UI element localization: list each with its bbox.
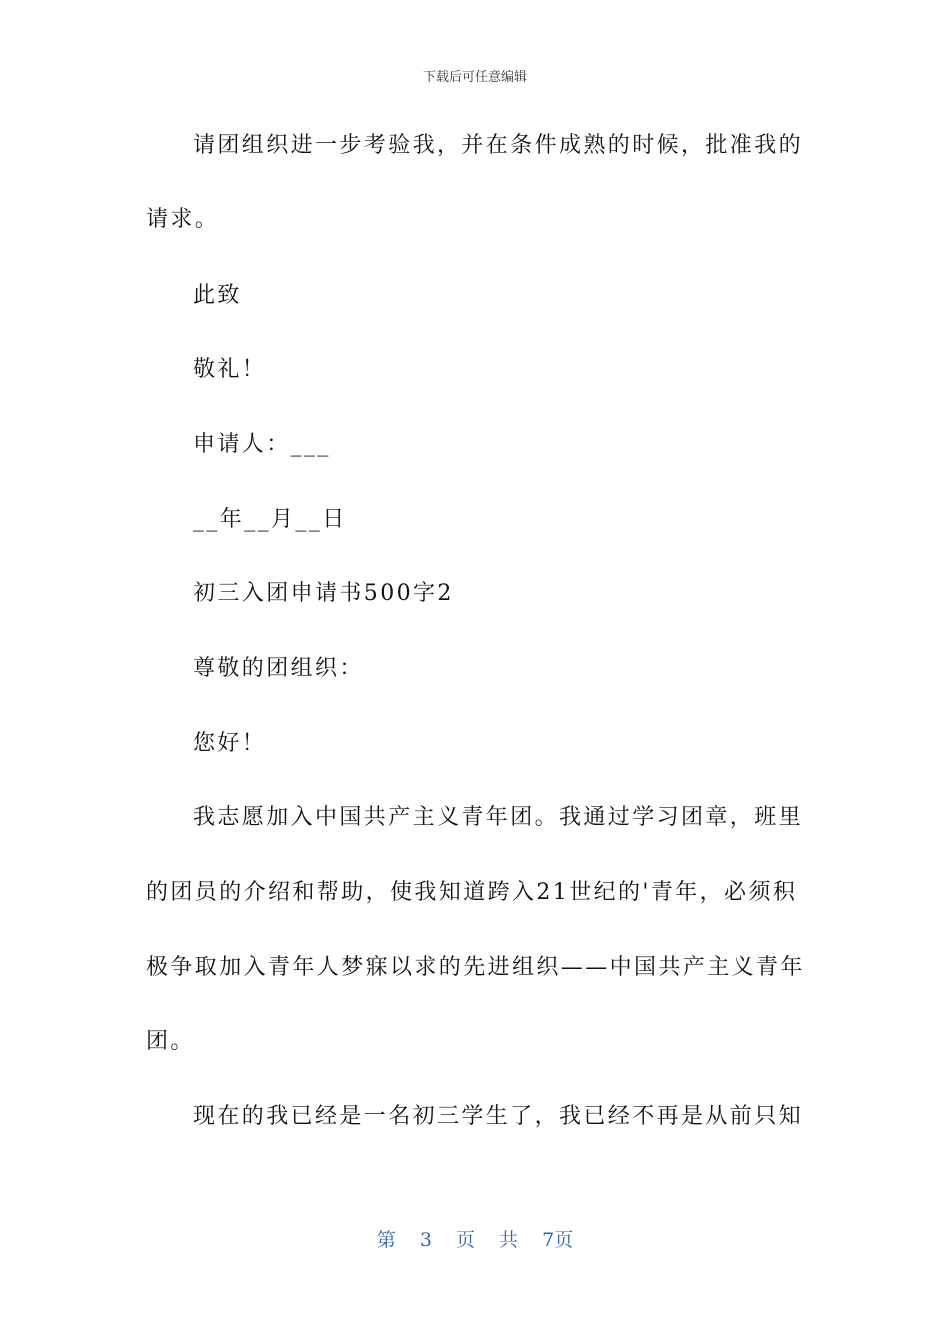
text-line-4: 敬礼！ [193,357,267,382]
footer-total-pages: 7页 [542,1229,574,1251]
text-line-6: __年__月__日 [193,507,347,532]
text-line-9: 您好！ [193,731,267,756]
page-header-note: 下载后可任意编辑 [422,70,527,85]
footer-total-word: 共 [499,1229,519,1251]
footer-page-word: 页 [455,1229,475,1251]
text-line-14: 现在的我已经是一名初三学生了，我已经不再是从前只知 [193,1104,804,1129]
text-line-8: 尊敬的团组织： [193,656,364,681]
text-line-3: 此致 [193,283,242,308]
text-line-2: 请求。 [146,207,220,232]
text-line-11: 的团员的介绍和帮助，使我知道跨入21世纪的'青年，必须积 [146,880,798,905]
footer-current-page: 3 [419,1229,432,1251]
text-line-10: 我志愿加入中国共产主义青年团。我通过学习团章，班里 [193,805,804,830]
text-line-5: 申请人：___ [193,432,331,457]
text-line-1: 请团组织进一步考验我，并在条件成熟的时候，批准我的 [193,133,804,158]
page-number-footer [0,1225,950,1252]
text-line-7: 初三入团申请书500字2 [193,581,454,606]
text-line-13: 团。 [146,1029,195,1054]
text-line-12: 极争取加入青年人梦寐以求的先进组织——中国共产主义青年 [146,955,805,980]
footer-prefix: 第 [376,1229,396,1251]
